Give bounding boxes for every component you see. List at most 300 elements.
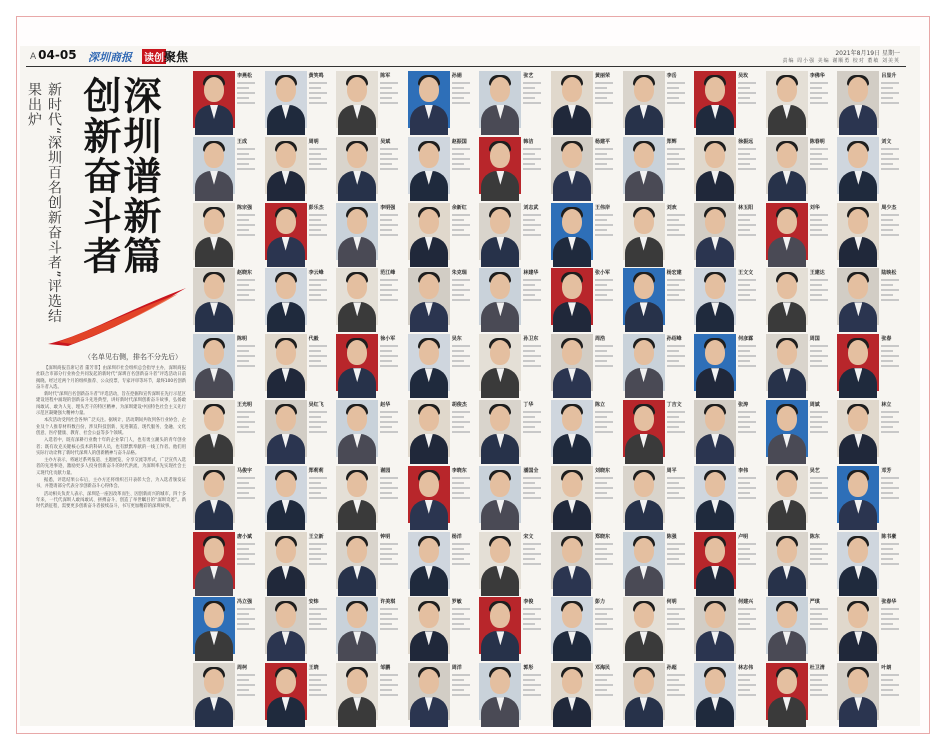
person-card [548, 594, 620, 660]
portrait-photo [837, 466, 879, 523]
caption-text-line [309, 563, 327, 565]
portrait-head [204, 274, 224, 299]
portrait-head [490, 340, 510, 365]
person-caption [309, 205, 331, 236]
person-caption [667, 402, 689, 433]
caption-text-line [380, 411, 398, 413]
person-caption [452, 205, 474, 236]
caption-text-line [523, 431, 541, 433]
portrait-photo [766, 597, 808, 654]
caption-text-line [452, 153, 464, 155]
person-name: 邹鹏 [380, 665, 391, 672]
portrait-photo [336, 334, 378, 391]
portrait-head [276, 669, 296, 694]
caption-text-line [523, 350, 535, 352]
caption-text-line [237, 618, 255, 620]
caption-text-line [810, 279, 828, 281]
person-name: 刘华 [809, 204, 820, 211]
portrait-head [204, 538, 224, 563]
person-name: 孙超 [666, 665, 677, 672]
caption-text-line [309, 284, 321, 286]
caption-text-line [237, 229, 249, 231]
caption-text-line [881, 563, 899, 565]
person-caption [667, 534, 689, 565]
caption-text-line [309, 214, 327, 216]
person-name: 赵晓东 [237, 270, 253, 277]
caption-text-line [667, 148, 685, 150]
caption-text-line [667, 492, 679, 494]
portrait-head [777, 406, 797, 431]
caption-text-line [881, 163, 893, 165]
portrait-head [777, 603, 797, 628]
person-name: 杜卫清 [809, 665, 825, 672]
person-card [405, 265, 477, 331]
person-card [405, 200, 477, 266]
caption-text-line [237, 548, 249, 550]
caption-text-line [881, 153, 893, 155]
person-caption [595, 402, 617, 433]
person-caption [380, 599, 402, 630]
caption-text-line [810, 294, 822, 296]
portrait-head [634, 603, 654, 628]
portrait-photo [336, 71, 378, 128]
person-name: 吴东 [451, 336, 462, 343]
portrait-head [347, 538, 367, 563]
caption-text-line [452, 229, 464, 231]
person-name: 王建达 [809, 270, 825, 277]
caption-text-line [810, 365, 828, 367]
caption-text-line [595, 416, 607, 418]
caption-text-line [667, 426, 679, 428]
portrait-photo [551, 334, 593, 391]
caption-text-line [523, 87, 535, 89]
caption-text-line [380, 102, 398, 104]
caption-text-line [237, 97, 249, 99]
person-card [262, 331, 334, 397]
person-caption [237, 468, 259, 499]
portrait-photo [623, 334, 665, 391]
person-caption [595, 468, 617, 499]
caption-text-line [380, 229, 392, 231]
caption-text-line [667, 158, 685, 160]
person-caption [452, 73, 474, 104]
person-name: 徐小军 [380, 336, 396, 343]
portrait-photo [193, 663, 235, 720]
portrait-head [705, 472, 725, 497]
caption-text-line [810, 426, 822, 428]
caption-text-line [380, 689, 392, 691]
person-name: 吴红飞 [308, 401, 324, 408]
person-card [405, 594, 477, 660]
caption-text-line [523, 92, 541, 94]
portrait-head [204, 603, 224, 628]
portrait-photo [694, 663, 736, 720]
caption-text-line [237, 279, 255, 281]
person-caption [452, 599, 474, 630]
caption-text-line [237, 411, 255, 413]
caption-text-line [380, 294, 392, 296]
caption-text-line [667, 411, 685, 413]
caption-text-line [237, 284, 249, 286]
caption-text-line [237, 350, 249, 352]
caption-text-line [452, 628, 470, 630]
person-caption [810, 73, 832, 104]
caption-text-line [309, 628, 327, 630]
person-card [476, 200, 548, 266]
editor-line: 责编 周小强 美编 谢顺勇 校对 董敏 刘美英 [782, 58, 900, 64]
caption-text-line [810, 229, 822, 231]
caption-text-line [810, 148, 828, 150]
person-card [691, 463, 763, 529]
person-card [834, 68, 906, 134]
portrait-head [777, 209, 797, 234]
caption-text-line [810, 350, 822, 352]
caption-text-line [667, 92, 685, 94]
portrait-photo [551, 466, 593, 523]
caption-text-line [452, 148, 470, 150]
caption-text-line [237, 87, 249, 89]
caption-text-line [810, 694, 828, 696]
person-card [476, 134, 548, 200]
person-caption [881, 139, 903, 170]
caption-text-line [810, 618, 828, 620]
person-card [190, 265, 262, 331]
caption-text-line [595, 153, 607, 155]
portrait-photo [766, 532, 808, 589]
caption-text-line [452, 543, 470, 545]
caption-text-line [881, 674, 899, 676]
caption-text-line [738, 299, 756, 301]
caption-text-line [309, 618, 327, 620]
caption-text-line [380, 163, 392, 165]
caption-text-line [523, 548, 535, 550]
caption-text-line [810, 102, 828, 104]
caption-text-line [380, 421, 398, 423]
person-caption [523, 270, 545, 301]
caption-text-line [595, 234, 613, 236]
caption-text-line [595, 87, 607, 89]
portrait-photo [408, 137, 450, 194]
person-name: 周浩 [594, 336, 605, 343]
person-caption [523, 665, 545, 696]
person-card [476, 331, 548, 397]
caption-text-line [309, 279, 327, 281]
person-card [620, 660, 692, 726]
caption-text-line [309, 97, 321, 99]
person-caption [810, 665, 832, 696]
caption-text-line [237, 563, 255, 565]
caption-text-line [595, 299, 613, 301]
caption-text-line [452, 214, 470, 216]
portrait-photo [551, 203, 593, 260]
person-caption [667, 599, 689, 630]
caption-text-line [380, 214, 398, 216]
person-caption [595, 534, 617, 565]
person-card [834, 265, 906, 331]
person-name: 孙娟 [451, 73, 462, 79]
portrait-photo [694, 400, 736, 457]
portrait-photo [551, 663, 593, 720]
caption-text-line [523, 294, 535, 296]
caption-text-line [738, 608, 756, 610]
portrait-head [347, 603, 367, 628]
caption-text-line [667, 102, 685, 104]
caption-text-line [738, 158, 756, 160]
caption-text-line [595, 482, 607, 484]
portrait-photo [551, 137, 593, 194]
person-name: 赵振国 [451, 138, 467, 145]
caption-text-line [667, 689, 679, 691]
caption-text-line [738, 477, 756, 479]
portrait-photo [766, 400, 808, 457]
person-name: 陈军 [380, 73, 391, 79]
portrait-head [777, 472, 797, 497]
caption-text-line [237, 224, 255, 226]
caption-text-line [738, 229, 750, 231]
portrait-head [562, 472, 582, 497]
person-name: 张春 [881, 336, 892, 343]
caption-text-line [237, 421, 255, 423]
caption-text-line [309, 158, 327, 160]
person-caption [595, 665, 617, 696]
caption-text-line [237, 355, 255, 357]
portrait-head [490, 669, 510, 694]
caption-text-line [523, 426, 535, 428]
person-caption [738, 336, 760, 367]
portrait-photo [479, 466, 521, 523]
portrait-photo [623, 71, 665, 128]
caption-text-line [595, 92, 613, 94]
caption-text-line [380, 158, 398, 160]
person-card [620, 529, 692, 595]
person-card [763, 529, 835, 595]
caption-text-line [881, 168, 899, 170]
caption-text-line [237, 623, 249, 625]
portrait-photo [694, 268, 736, 325]
page-number: A 04-05 [30, 48, 77, 62]
person-caption [309, 73, 331, 104]
portrait-head [419, 538, 439, 563]
caption-text-line [237, 360, 249, 362]
person-name: 胡俊杰 [451, 401, 467, 408]
caption-text-line [380, 492, 392, 494]
caption-text-line [523, 168, 541, 170]
article-paragraph: 主办方表示，将通过系列报道、主题展览、分享交流等形式，广泛宣传入选者的先进事迹，激励更多人投身创新奋斗的时代洪流，为深圳率先实现社会主义现代化贡献力量。 [36, 458, 186, 476]
portrait-head [276, 603, 296, 628]
caption-text-line [452, 360, 464, 362]
caption-text-line [738, 543, 756, 545]
caption-text-line [881, 689, 893, 691]
person-card [834, 134, 906, 200]
person-card [190, 529, 262, 595]
person-name: 周斌 [809, 401, 820, 408]
caption-text-line [595, 360, 607, 362]
person-name: 安炜 [308, 599, 319, 606]
person-name: 唐小斌 [237, 533, 253, 540]
portrait-head [204, 669, 224, 694]
caption-text-line [667, 234, 685, 236]
portrait-photo [336, 203, 378, 260]
caption-text-line [237, 214, 255, 216]
caption-text-line [309, 360, 321, 362]
portrait-photo [551, 532, 593, 589]
caption-text-line [810, 679, 822, 681]
caption-text-line [738, 628, 756, 630]
portrait-photo [336, 268, 378, 325]
caption-text-line [881, 421, 899, 423]
portrait-photo [623, 466, 665, 523]
caption-text-line [667, 224, 685, 226]
person-caption [810, 402, 832, 433]
caption-text-line [237, 82, 255, 84]
person-name: 林玉阳 [738, 204, 754, 211]
caption-text-line [452, 426, 464, 428]
person-name: 周洋 [451, 665, 462, 672]
caption-text-line [738, 224, 756, 226]
portrait-head [705, 143, 725, 168]
caption-text-line [738, 163, 750, 165]
person-caption [667, 73, 689, 104]
portrait-head [848, 406, 868, 431]
caption-text-line [452, 284, 464, 286]
portrait-head [204, 77, 224, 102]
person-name: 罗敏 [451, 599, 462, 606]
caption-text-line [595, 548, 607, 550]
person-card [763, 463, 835, 529]
caption-text-line [810, 628, 828, 630]
caption-text-line [881, 87, 893, 89]
portrait-head [848, 538, 868, 563]
caption-text-line [738, 360, 750, 362]
caption-text-line [452, 279, 470, 281]
person-card [405, 331, 477, 397]
person-caption [881, 402, 903, 433]
caption-text-line [523, 623, 535, 625]
portrait-photo [193, 400, 235, 457]
caption-text-line [810, 416, 822, 418]
caption-text-line [523, 553, 541, 555]
caption-text-line [452, 158, 470, 160]
person-caption [738, 270, 760, 301]
caption-text-line [810, 689, 822, 691]
article-paragraph: 入选者中，既有深耕行业数十年的企业掌门人，也有勇立潮头的青年创业者；既有攻克关键核心技术的科研人员，也有默默奉献的一线工作者。他们用实际行动诠释了新时代深圳人的创新精神与奋斗品格。 [36, 438, 186, 456]
person-card [691, 331, 763, 397]
caption-text-line [595, 553, 613, 555]
caption-text-line [237, 365, 255, 367]
portrait-head [562, 603, 582, 628]
caption-text-line [309, 416, 321, 418]
caption-text-line [810, 431, 828, 433]
caption-text-line [810, 487, 828, 489]
portrait-photo [694, 532, 736, 589]
caption-text-line [595, 543, 613, 545]
caption-text-line [309, 558, 321, 560]
caption-text-line [523, 360, 535, 362]
caption-text-line [595, 623, 607, 625]
article-paragraph: 【深圳商报首席记者 董芳菲】由深圳市社会组织总会指导主办，深圳商报社联合市部分行业协会共同发起的新时代“深圳百名创新奋斗者”评选活动日前揭晓。经过近两个月的组织推荐、公众投票、专家评审等环节，最终100名创新奋斗者入选。 [36, 366, 186, 390]
portrait-head [490, 472, 510, 497]
portrait-head [634, 406, 654, 431]
portrait-head [777, 274, 797, 299]
caption-text-line [667, 487, 685, 489]
caption-text-line [881, 608, 899, 610]
person-card [834, 660, 906, 726]
portrait-photo [694, 71, 736, 128]
person-name: 谢园 [380, 467, 391, 474]
caption-text-line [738, 553, 756, 555]
caption-text-line [667, 618, 685, 620]
portrait-head [347, 274, 367, 299]
caption-text-line [452, 289, 470, 291]
caption-text-line [380, 148, 398, 150]
caption-text-line [667, 563, 685, 565]
portrait-head [777, 538, 797, 563]
person-card [333, 331, 405, 397]
caption-text-line [881, 684, 899, 686]
caption-text-line [738, 168, 756, 170]
caption-text-line [595, 279, 613, 281]
portrait-head [634, 209, 654, 234]
person-name: 黄笑鸣 [308, 73, 324, 79]
person-card [620, 200, 692, 266]
portrait-photo [479, 268, 521, 325]
portrait-head [848, 274, 868, 299]
person-card [476, 594, 548, 660]
caption-text-line [738, 284, 750, 286]
caption-text-line [380, 497, 398, 499]
caption-text-line [810, 163, 822, 165]
caption-text-line [452, 613, 464, 615]
caption-text-line [667, 679, 679, 681]
portrait-photo [837, 137, 879, 194]
caption-text-line [667, 421, 685, 423]
caption-text-line [738, 355, 756, 357]
portrait-photo [265, 268, 307, 325]
person-name: 王文文 [738, 270, 754, 277]
person-card [691, 529, 763, 595]
person-card [405, 529, 477, 595]
caption-text-line [881, 411, 899, 413]
person-card [548, 331, 620, 397]
caption-text-line [237, 153, 249, 155]
person-card [763, 397, 835, 463]
portrait-photo [408, 334, 450, 391]
caption-text-line [523, 608, 541, 610]
caption-text-line [595, 679, 607, 681]
portrait-photo [694, 597, 736, 654]
person-caption [452, 534, 474, 565]
caption-text-line [667, 684, 685, 686]
caption-text-line [523, 482, 535, 484]
caption-text-line [738, 92, 756, 94]
person-caption [309, 534, 331, 565]
caption-text-line [523, 421, 541, 423]
caption-text-line [595, 558, 607, 560]
portrait-head [848, 669, 868, 694]
caption-text-line [667, 477, 685, 479]
portrait-photo [336, 137, 378, 194]
caption-text-line [738, 102, 756, 104]
person-caption [452, 336, 474, 367]
caption-text-line [667, 350, 679, 352]
person-card [763, 134, 835, 200]
person-name: 郑辉 [666, 138, 677, 145]
portrait-head [562, 209, 582, 234]
caption-text-line [452, 87, 464, 89]
caption-text-line [667, 543, 685, 545]
person-caption [810, 468, 832, 499]
caption-text-line [523, 411, 541, 413]
